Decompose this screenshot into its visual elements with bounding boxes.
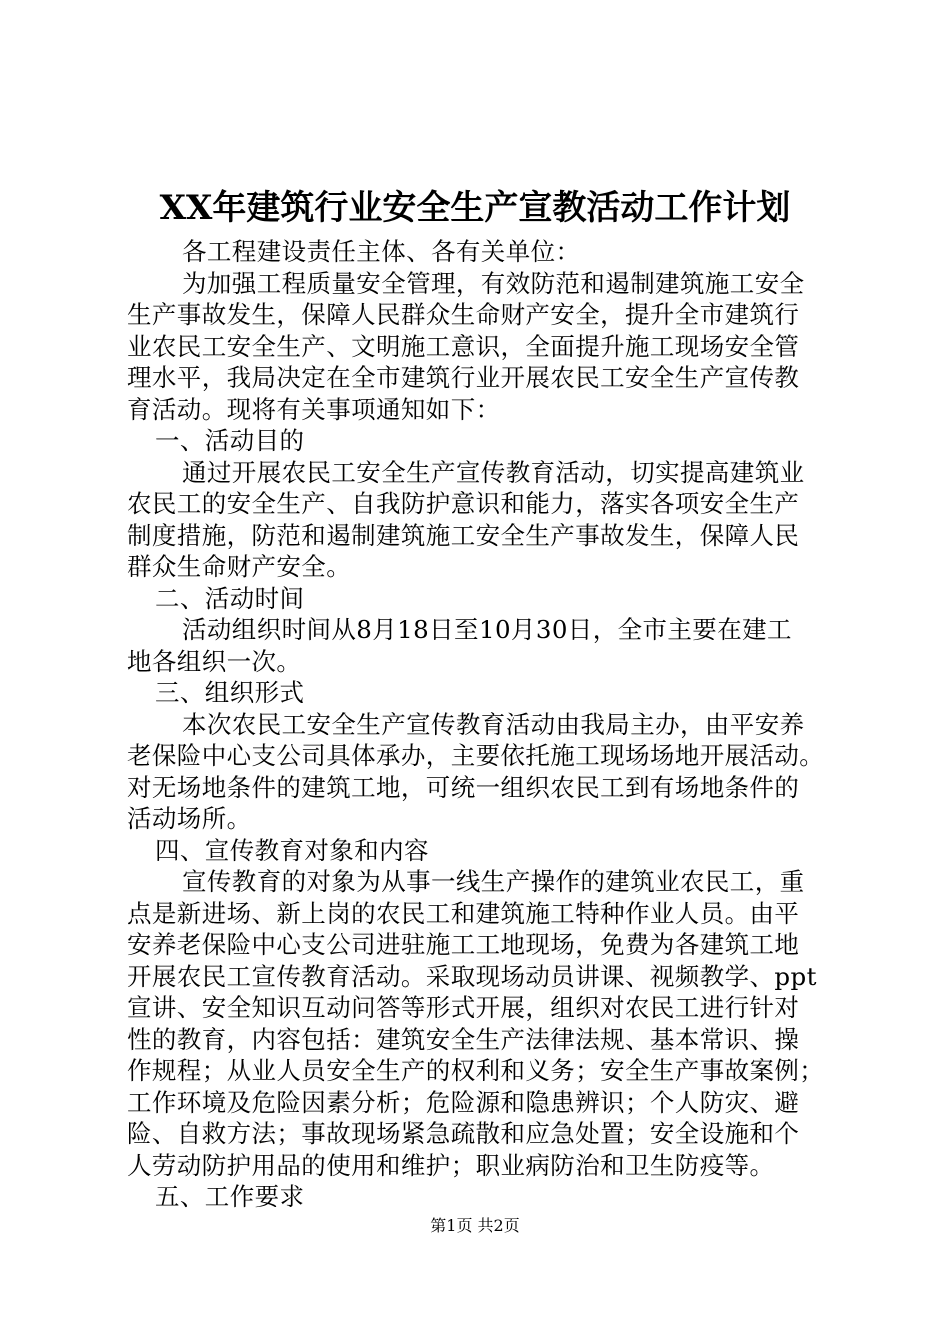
section-heading: 一、活动目的 xyxy=(155,426,305,455)
paragraph-line: 对无场地条件的建筑工地，可统一组织农民工到有场地条件的 xyxy=(127,772,800,802)
paragraph-line: 农民工的安全生产、自我防护意识和能力，落实各项安全生产 xyxy=(127,489,800,518)
paragraph-line: 宣传教育的对象为从事一线生产操作的建筑业农民工，重 xyxy=(182,867,805,896)
section-heading: 五、工作要求 xyxy=(155,1182,305,1211)
paragraph-line: 老保险中心支公司具体承办，主要依托施工现场场地开展活动。 xyxy=(127,741,825,770)
paragraph-line: 活动场所。 xyxy=(127,804,252,833)
section-heading: 四、宣传教育对象和内容 xyxy=(155,835,429,865)
paragraph-line: 群众生命财产安全。 xyxy=(127,552,352,581)
paragraph-line: 本次农民工安全生产宣传教育活动由我局主办，由平安养 xyxy=(182,709,805,739)
paragraph-line: 人劳动防护用品的使用和维护；职业病防治和卫生防疫等。 xyxy=(127,1150,775,1180)
paragraph-line: 育活动。现将有关事项通知如下： xyxy=(127,394,501,424)
paragraph-line: 性的教育，内容包括：建筑安全生产法律法规、基本常识、操 xyxy=(127,1024,800,1054)
paragraph-line: 作规程；从业人员安全生产的权利和义务；安全生产事故案例； xyxy=(127,1056,825,1085)
document-body xyxy=(127,236,837,1213)
paragraph-line: 通过开展农民工安全生产宣传教育活动，切实提高建筑业 xyxy=(182,457,805,487)
section-heading: 二、活动时间 xyxy=(155,583,305,613)
paragraph-line: 开展农民工宣传教育活动。采取现场动员讲课、视频教学、ppt xyxy=(127,961,817,991)
paragraph-line: 安养老保险中心支公司进驻施工工地现场，免费为各建筑工地 xyxy=(127,930,800,959)
paragraph-line: 业农民工安全生产、文明施工意识，全面提升施工现场安全管 xyxy=(127,331,800,361)
paragraph-line: 活动组织时间从8月18日至10月30日，全市主要在建工 xyxy=(182,615,792,644)
paragraph-line: 为加强工程质量安全管理，有效防范和遏制建筑施工安全 xyxy=(182,268,805,298)
paragraph-line: 理水平，我局决定在全市建筑行业开展农民工安全生产宣传教 xyxy=(127,363,800,392)
paragraph-line: 宣讲、安全知识互动问答等形式开展，组织对农民工进行针对 xyxy=(127,993,800,1022)
section-heading: 三、组织形式 xyxy=(155,678,305,707)
paragraph-line: 点是新进场、新上岗的农民工和建筑施工特种作业人员。由平 xyxy=(127,898,800,928)
salutation-line: 各工程建设责任主体、各有关单位： xyxy=(182,237,581,266)
paragraph-line: 地各组织一次。 xyxy=(127,646,302,676)
paragraph-line: 险、自救方法；事故现场紧急疏散和应急处置；安全设施和个 xyxy=(127,1119,800,1148)
paragraph-line: 工作环境及危险因素分析；危险源和隐患辨识；个人防灾、避 xyxy=(127,1087,800,1117)
page-title: XX年建筑行业安全生产宣教活动工作计划 xyxy=(159,188,791,228)
paragraph-line: 生产事故发生，保障人民群众生命财产安全，提升全市建筑行 xyxy=(127,300,800,329)
page-footer: 第1页 共2页 xyxy=(430,1216,520,1235)
paragraph-line: 制度措施，防范和遏制建筑施工安全生产事故发生，保障人民 xyxy=(127,520,800,550)
